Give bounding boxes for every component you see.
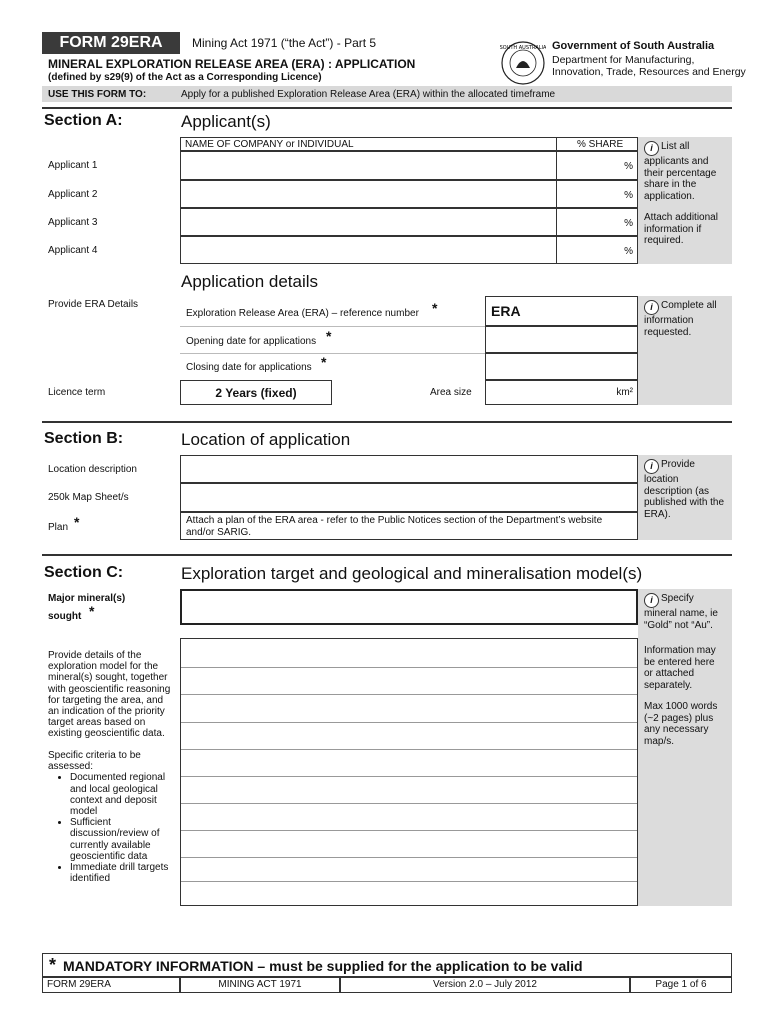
opening-date-input[interactable] [485,326,638,353]
pct-sign: % [624,161,633,172]
line [181,830,637,831]
location-input[interactable] [180,455,638,483]
line [181,749,637,750]
section-a-rule [42,107,732,109]
provide-era-label: Provide ERA Details [48,299,139,310]
applicant-4-label: Applicant 4 [48,245,98,256]
section-a-label: Section A: [44,112,123,129]
plan-field [180,512,638,540]
act-line: Mining Act 1971 (“the Act”) - Part 5 [192,36,377,50]
line [181,803,637,804]
area-size-input[interactable] [485,380,638,405]
info-icon: i [644,300,659,315]
dept-line2: Innovation, Trade, Resources and Energy [552,66,746,78]
section-b-rule [42,421,732,423]
pct-sign: % [624,190,633,201]
line [181,857,637,858]
applicant-4-field[interactable] [180,236,638,264]
section-c-label: Section C: [44,564,124,581]
criteria-item: • Documented regional and local geological context and deposit model [70,772,176,817]
section-b-heading: Location of application [181,430,351,449]
use-text: Apply for a published Exploration Release Area (ERA) within the allocated timeframe [181,89,556,100]
line [181,881,637,882]
section-c-heading: Exploration target and geological and mineralisation model(s) [181,564,643,583]
section-b-label: Section B: [44,430,124,447]
location-note [638,455,732,540]
info-icon: i [644,459,659,474]
footer-version: Version 2.0 – July 2012 [340,977,630,993]
line [181,694,637,695]
criteria-item: • Immediate drill targets identified [70,862,176,884]
line [181,776,637,777]
info-icon: i [644,141,659,156]
info-icon: i [644,593,659,608]
mineral-label-2: sought [48,611,82,622]
section-c-note-text-2: Information may be entered here or attached separately. [644,645,716,691]
line [181,722,637,723]
mandatory-banner [42,953,732,977]
mandatory-star: * [49,955,57,975]
col-name-header: NAME OF COMPANY or INDIVIDUAL [185,139,354,150]
details-note [638,296,732,380]
footer-act: MINING ACT 1971 [180,977,340,993]
mandatory-star: * [89,603,95,619]
line [181,667,637,668]
closing-date-input[interactable] [485,353,638,380]
section-c-note-text-3: Max 1000 words (~2 pages) plus any necessary map/s. [644,701,718,747]
section-c-rule [42,554,732,556]
form-tag: FORM 29ERA [42,32,180,54]
criteria-intro: Specific criteria to be assessed: [48,750,141,773]
mandatory-star: * [321,354,327,370]
applicants-header-row [180,137,638,151]
form-subtitle: (defined by s29(9) of the Act as a Corresponding Licence) [48,72,322,83]
model-description: Provide details of the exploration model for the mineral(s) sought, together with geoscientific reasoning for targeting the area, and an indication of the priority target areas based on existing geoscientific data. [48,650,171,740]
footer-form: FORM 29ERA [42,977,180,993]
details-note-text: Complete all information requested. [644,300,717,338]
divider [180,353,485,354]
section-c-note [638,589,732,906]
ref-label: Exploration Release Area (ERA) – reference number [186,308,419,319]
col-divider [556,137,557,151]
area-size-label: Area size [430,387,472,398]
opening-label: Opening date for applications [186,336,317,347]
gov-name: Government of South Australia [552,40,715,52]
mandatory-star: * [74,514,80,530]
era-reference-input[interactable] [485,296,638,326]
mandatory-star: * [326,328,332,344]
footer-page: Page 1 of 6 [630,977,732,993]
plan-label: Plan [48,522,69,533]
section-c-note-text: Specify mineral name, ie “Gold” not “Au”. [644,593,718,631]
use-label: USE THIS FORM TO: [48,89,147,100]
map-sheet-label: 250k Map Sheet/s [48,492,129,503]
seal-text: SOUTH AUSTRALIA [500,45,546,51]
applicant-3-field[interactable] [180,208,638,236]
state-seal [500,40,546,86]
licence-term-value: 2 Years (fixed) [215,386,297,400]
area-sidebar [638,380,732,405]
applicants-note [638,137,732,264]
form-title: MINERAL EXPLORATION RELEASE AREA (ERA) : APPLICATION [48,57,416,71]
area-unit: km² [616,387,633,398]
pct-sign: % [624,218,633,229]
location-label: Location description [48,464,137,475]
closing-label: Closing date for applications [186,362,312,373]
col-share-header: % SHARE [577,139,624,150]
mandatory-text: MANDATORY INFORMATION – must be supplied for the application to be valid [63,958,583,974]
seal-icon [500,40,546,86]
divider [180,326,485,327]
applicants-note-text-2: Attach additional information if required. [644,212,718,246]
mineral-label: Major mineral(s) [48,593,126,604]
plan-text: Attach a plan of the ERA area - refer to the Public Notices section of the Department’s website and/or SARIG. [186,515,603,538]
mineral-input[interactable] [180,589,638,625]
pct-sign: % [624,246,633,257]
applicant-2-field[interactable] [180,180,638,208]
applicant-1-field[interactable] [180,151,638,180]
applicant-3-label: Applicant 3 [48,217,98,228]
criteria-block [48,750,176,884]
dept-line1: Department for Manufacturing, [552,54,695,66]
licence-term-field [180,380,332,405]
section-a-heading: Applicant(s) [181,112,271,131]
applicants-note-text: List all applicants and their percentage share in the application. [644,141,717,202]
map-sheet-input[interactable] [180,483,638,512]
era-labels-area [180,296,485,380]
model-input-area[interactable] [180,638,638,906]
share-divider [556,151,557,264]
licence-term-label: Licence term [48,387,106,398]
era-prefix: ERA [491,303,521,319]
details-heading: Application details [181,272,319,291]
mandatory-star: * [432,300,438,316]
applicant-1-label: Applicant 1 [48,160,98,171]
criteria-item: • Sufficient discussion/review of currently available geoscientific data [70,817,176,862]
location-note-text: Provide location description (as published with the ERA). [644,459,725,520]
applicant-2-label: Applicant 2 [48,189,98,200]
